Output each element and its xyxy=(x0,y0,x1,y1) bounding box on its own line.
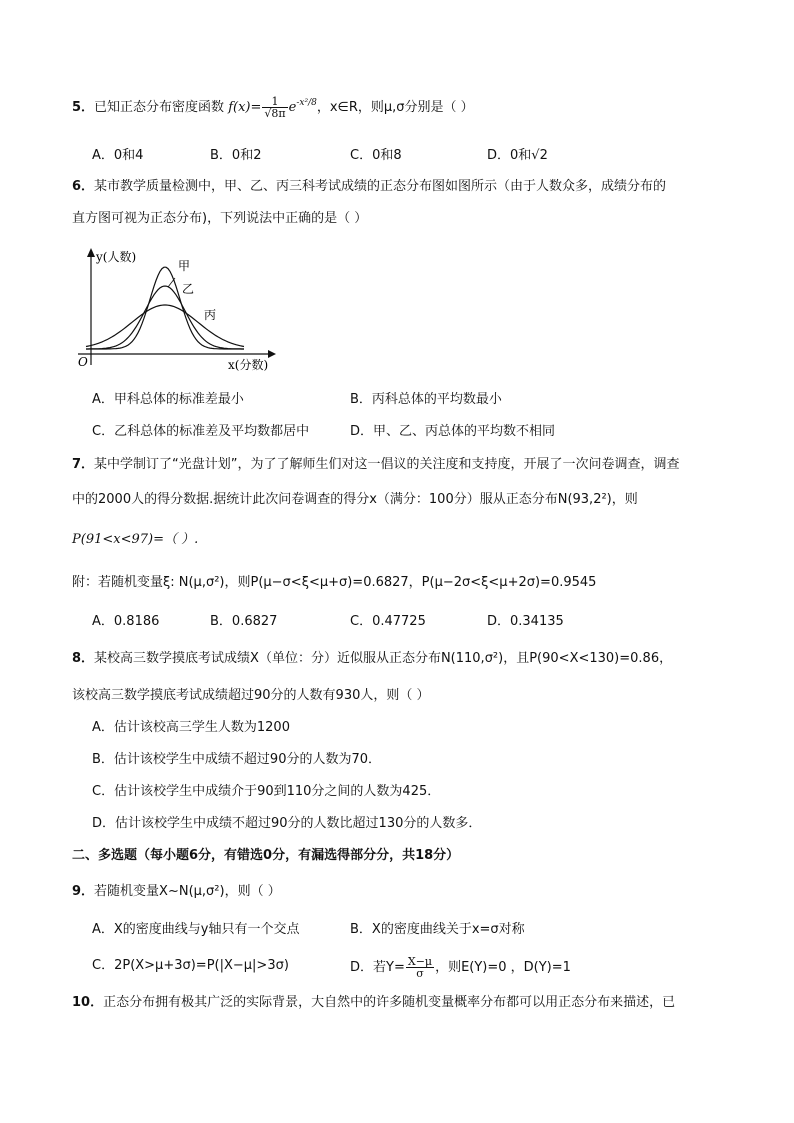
q9-option-c[interactable]: C．2P(X>μ+3σ)=P(|X−μ|>3σ) xyxy=(92,958,289,973)
q8-option-d[interactable]: D．估计该校学生中成绩不超过90分的人数比超过130分的人数多． xyxy=(92,816,482,831)
q8-text-1: 某校高三数学摸底考试成绩X（单位：分）近似服从正态分布N(110,σ²)，且P(90<X<130)=0.86， xyxy=(94,651,673,666)
q9-option-d-suffix: ，则E(Y)=0 ，D(Y)=1 xyxy=(435,960,571,975)
q10-text-1: 正态分布拥有极其广泛的实际背景，大自然中的许多随机变量概率分布都可以用正态分布来描述，已 xyxy=(103,995,676,1010)
q5-stem-b: ，x∈R，则μ,σ分别是（ ） xyxy=(316,100,474,115)
q5-exp-power: -x²/8 xyxy=(296,98,317,108)
q8-number: 8． xyxy=(72,651,95,666)
q6-line-2: 直方图可视为正态分布)，下列说法中正确的是（ ） xyxy=(72,211,368,226)
q7-line-2: 中的2000人的得分数据.据统计此次问卷调查的得分x（满分：100分）服从正态分布N(93,2²)，则 xyxy=(72,492,638,507)
q9-stem-line xyxy=(72,882,281,902)
q9-option-d-prefix: D．若Y= xyxy=(350,960,405,975)
y-axis-arrow-icon xyxy=(87,248,95,257)
q6-option-c[interactable]: C．乙科总体的标准差及平均数都居中 xyxy=(92,424,310,439)
q8-option-c[interactable]: C．估计该校学生中成绩介于90到110分之间的人数为425． xyxy=(92,784,441,799)
q6-options-row-2 xyxy=(0,422,794,442)
q7-line-3: P(91<x<97)=（ ）. xyxy=(72,532,199,547)
q5-option-b[interactable]: B．0和2 xyxy=(210,148,262,163)
curve-leader-yi xyxy=(168,278,175,287)
q9-option-d-fraction xyxy=(406,956,434,979)
q5-frac-bottom: √8π xyxy=(264,107,286,120)
q7-option-b[interactable]: B．0.6827 xyxy=(210,614,278,629)
x-axis-arrow-icon xyxy=(268,350,276,358)
q6-option-b[interactable]: B．丙科总体的平均数最小 xyxy=(350,392,502,407)
curve-label-bing: 丙 xyxy=(204,308,217,322)
q8-option-b[interactable]: B．估计该校学生中成绩不超过90分的人数为70． xyxy=(92,752,382,767)
q6-option-a[interactable]: A．甲科总体的标准差最小 xyxy=(92,392,244,407)
q5-fraction xyxy=(262,96,287,119)
q5-options xyxy=(0,146,794,166)
q6-options-row-1 xyxy=(0,390,794,410)
q8-line-1 xyxy=(72,649,672,669)
curve-label-yi: 乙 xyxy=(182,282,195,296)
q6-option-d[interactable]: D．甲、乙、丙总体的平均数不相同 xyxy=(350,424,556,439)
q9-option-d[interactable] xyxy=(350,956,571,979)
q6-line-1 xyxy=(72,177,666,197)
q7-line-1 xyxy=(72,455,680,475)
origin-label: O xyxy=(78,355,88,369)
q9-number: 9． xyxy=(72,884,95,899)
q5-stem xyxy=(72,96,474,119)
curve-bing xyxy=(86,305,244,347)
q9-option-d-frac-bottom: σ xyxy=(416,967,424,980)
q10-line-1 xyxy=(72,993,675,1013)
q6-number: 6． xyxy=(72,179,95,194)
q5-function-lhs: f(x)= xyxy=(228,100,262,115)
x-axis-label: x(分数) xyxy=(228,358,269,372)
q5-exp-base: e xyxy=(288,100,297,115)
q7-note: 附：若随机变量ξ: N(μ,σ²)，则P(μ−σ<ξ<μ+σ)=0.6827，P(μ−2σ<ξ<μ+2σ)=0.9545 xyxy=(72,575,597,590)
q5-frac-top: 1 xyxy=(262,96,287,108)
q7-number: 7． xyxy=(72,457,95,472)
q9-options-row-1 xyxy=(0,920,794,940)
section-heading-multiple-choice: 二、多选题（每小题6分，有错选0分，有漏选得部分分，共18分） xyxy=(72,848,460,863)
q7-option-d[interactable]: D．0.34135 xyxy=(487,614,564,629)
q5-option-a[interactable]: A．0和4 xyxy=(92,148,144,163)
curve-yi xyxy=(86,286,244,349)
q5-option-c[interactable]: C．0和8 xyxy=(350,148,402,163)
q7-option-c[interactable]: C．0.47725 xyxy=(350,614,426,629)
q9-option-d-frac-top: X−μ xyxy=(407,955,433,968)
q10-number: 10． xyxy=(72,995,104,1010)
q9-option-b[interactable]: B．X的密度曲线关于x=σ对称 xyxy=(350,922,525,937)
q7-option-a[interactable]: A．0.8186 xyxy=(92,614,160,629)
q6-text-1: 某市教学质量检测中，甲、乙、丙三科考试成绩的正态分布图如图所示（由于人数众多，成绩分布的 xyxy=(94,179,667,194)
q7-text-1: 某中学制订了“光盘计划”，为了了解师生们对这一倡议的关注度和支持度，开展了一次问卷调查，调查 xyxy=(94,457,680,472)
q8-line-2: 该校高三数学摸底考试成绩超过90分的人数有930人，则（ ） xyxy=(72,688,430,703)
q9-option-a[interactable]: A．X的密度曲线与y轴只有一个交点 xyxy=(92,922,300,937)
y-axis-label: y(人数) xyxy=(96,250,137,264)
curve-jia xyxy=(86,267,244,349)
q8-option-a[interactable]: A．估计该校高三学生人数为1200 xyxy=(92,720,290,735)
q5-stem-a: 已知正态分布密度函数 xyxy=(94,100,225,115)
curve-label-jia: 甲 xyxy=(178,259,191,273)
q7-options xyxy=(0,612,794,632)
q9-options-row-2 xyxy=(0,955,794,980)
q5-number: 5． xyxy=(72,100,95,115)
q6-normal-curves-graph xyxy=(72,245,282,375)
q9-stem: 若随机变量X~N(μ,σ²)，则（ ） xyxy=(94,884,281,899)
q5-option-d[interactable]: D．0和√2 xyxy=(487,148,548,163)
